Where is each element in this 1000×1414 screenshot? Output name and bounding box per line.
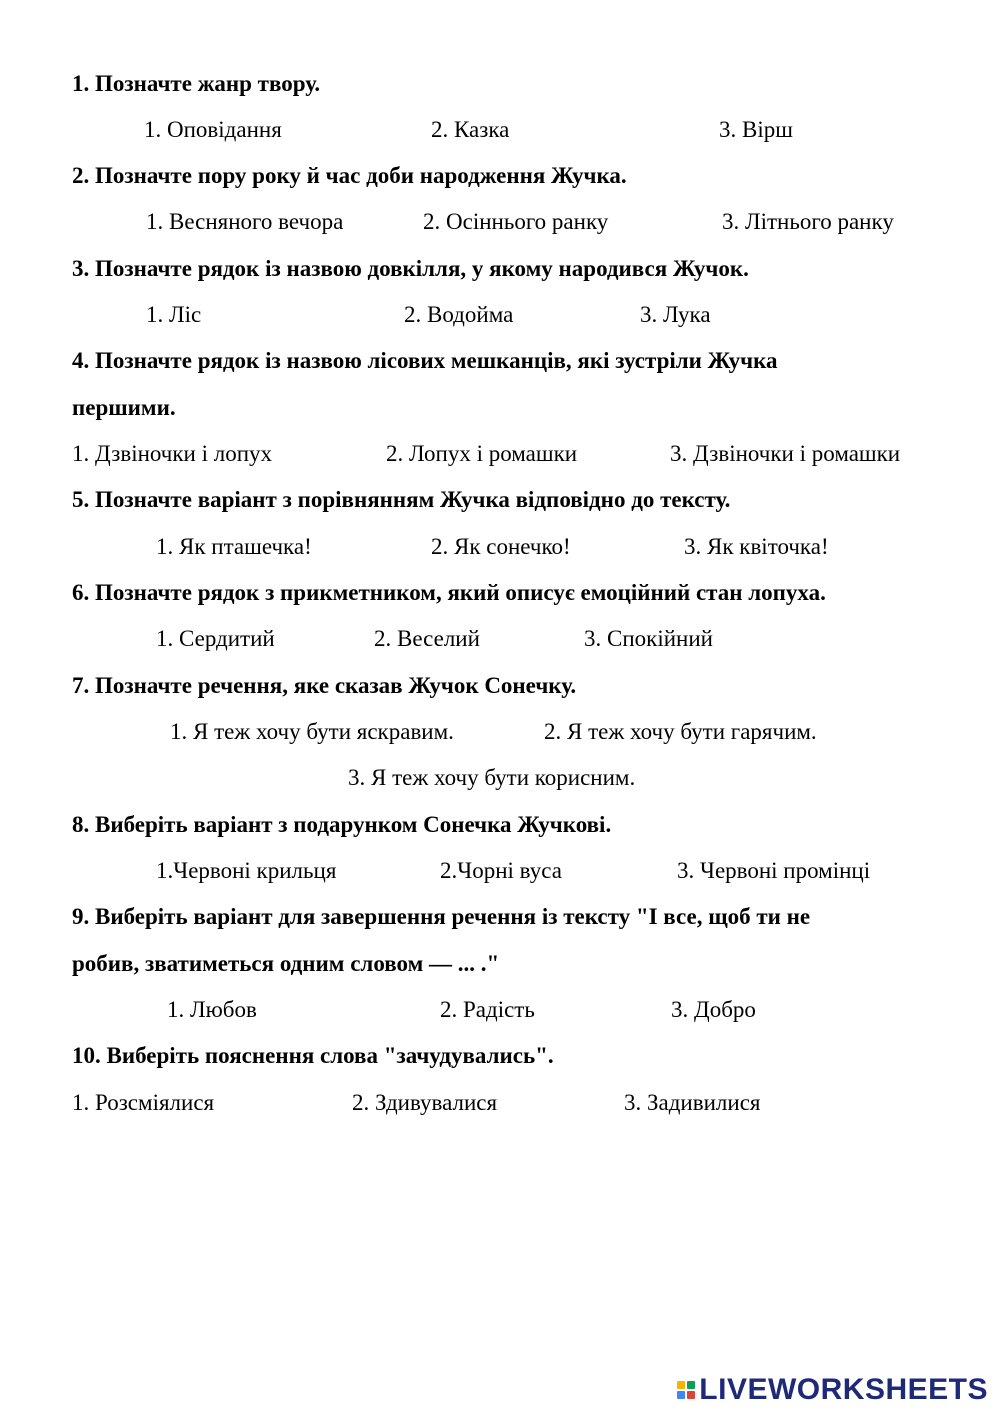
- q3-option-3: 3. Лука: [640, 302, 711, 327]
- q8-option-1: 1.Червоні крильця: [156, 858, 337, 883]
- q9-option-3: 3. Добро: [671, 997, 756, 1022]
- q8-option-3: 3. Червоні промінці: [677, 858, 871, 883]
- question-10: 10. Виберіть пояснення слова "зачудувались".: [72, 1043, 554, 1068]
- liveworksheets-logo-icon: [677, 1381, 695, 1399]
- q5-option-3: 3. Як квіточка!: [684, 534, 829, 559]
- question-4-line-1: 4. Позначте рядок із назвою лісових мешканців, які зустріли Жучка: [72, 348, 778, 373]
- q10-option-1: 1. Розсміялися: [72, 1090, 215, 1115]
- q1-option-3: 3. Вірш: [719, 117, 793, 142]
- q6-option-1: 1. Сердитий: [156, 626, 275, 651]
- q7-option-3: 3. Я теж хочу бути корисним.: [348, 765, 636, 790]
- q6-option-2: 2. Веселий: [374, 626, 480, 651]
- q2-option-2: 2. Осіннього ранку: [423, 209, 609, 234]
- q4-option-2: 2. Лопух і ромашки: [386, 441, 578, 466]
- q10-option-2: 2. Здивувалися: [352, 1090, 498, 1115]
- logo-square-2: [687, 1381, 695, 1389]
- logo-square-1: [677, 1381, 685, 1389]
- q5-option-2: 2. Як сонечко!: [431, 534, 571, 559]
- logo-square-3: [677, 1391, 685, 1399]
- q6-option-3: 3. Спокійний: [584, 626, 713, 651]
- question-9-line-1: 9. Виберіть варіант для завершення речення із тексту "І все, щоб ти не: [72, 904, 811, 929]
- question-8: 8. Виберіть варіант з подарунком Сонечка Жучкові.: [72, 812, 612, 837]
- q1-option-1: 1. Оповідання: [144, 117, 282, 142]
- logo-square-4: [687, 1391, 695, 1399]
- question-2: 2. Позначте пору року й час доби народження Жучка.: [72, 163, 627, 188]
- q5-option-1: 1. Як пташечка!: [156, 534, 312, 559]
- liveworksheets-logo[interactable]: [677, 1374, 988, 1406]
- q3-option-1: 1. Ліс: [146, 302, 202, 327]
- question-1: 1. Позначте жанр твору.: [72, 71, 321, 96]
- q8-option-2: 2.Чорні вуса: [440, 858, 562, 883]
- question-3: 3. Позначте рядок із назвою довкілля, у якому народився Жучок.: [72, 256, 749, 281]
- question-5: 5. Позначте варіант з порівнянням Жучка відповідно до тексту.: [72, 487, 731, 512]
- q1-option-2: 2. Казка: [431, 117, 510, 142]
- q9-option-1: 1. Любов: [167, 997, 257, 1022]
- question-7: 7. Позначте речення, яке сказав Жучок Сонечку.: [72, 673, 577, 698]
- question-4-line-2: першими.: [72, 395, 176, 420]
- q3-option-2: 2. Водойма: [404, 302, 514, 327]
- q7-option-1: 1. Я теж хочу бути яскравим.: [170, 719, 454, 744]
- q2-option-1: 1. Весняного вечора: [146, 209, 344, 234]
- question-6: 6. Позначте рядок з прикметником, який описує емоційний стан лопуха.: [72, 580, 826, 605]
- q9-option-2: 2. Радість: [440, 997, 535, 1022]
- q7-option-2: 2. Я теж хочу бути гарячим.: [544, 719, 817, 744]
- q10-option-3: 3. Задивилися: [624, 1090, 761, 1115]
- q2-option-3: 3. Літнього ранку: [722, 209, 894, 234]
- q4-option-1: 1. Дзвіночки і лопух: [72, 441, 273, 466]
- liveworksheets-logo-text: LIVEWORKSHEETS: [699, 1373, 988, 1406]
- question-9-line-2: робив, зватиметься одним словом — ... .": [72, 951, 500, 976]
- q4-option-3: 3. Дзвіночки і ромашки: [670, 441, 901, 466]
